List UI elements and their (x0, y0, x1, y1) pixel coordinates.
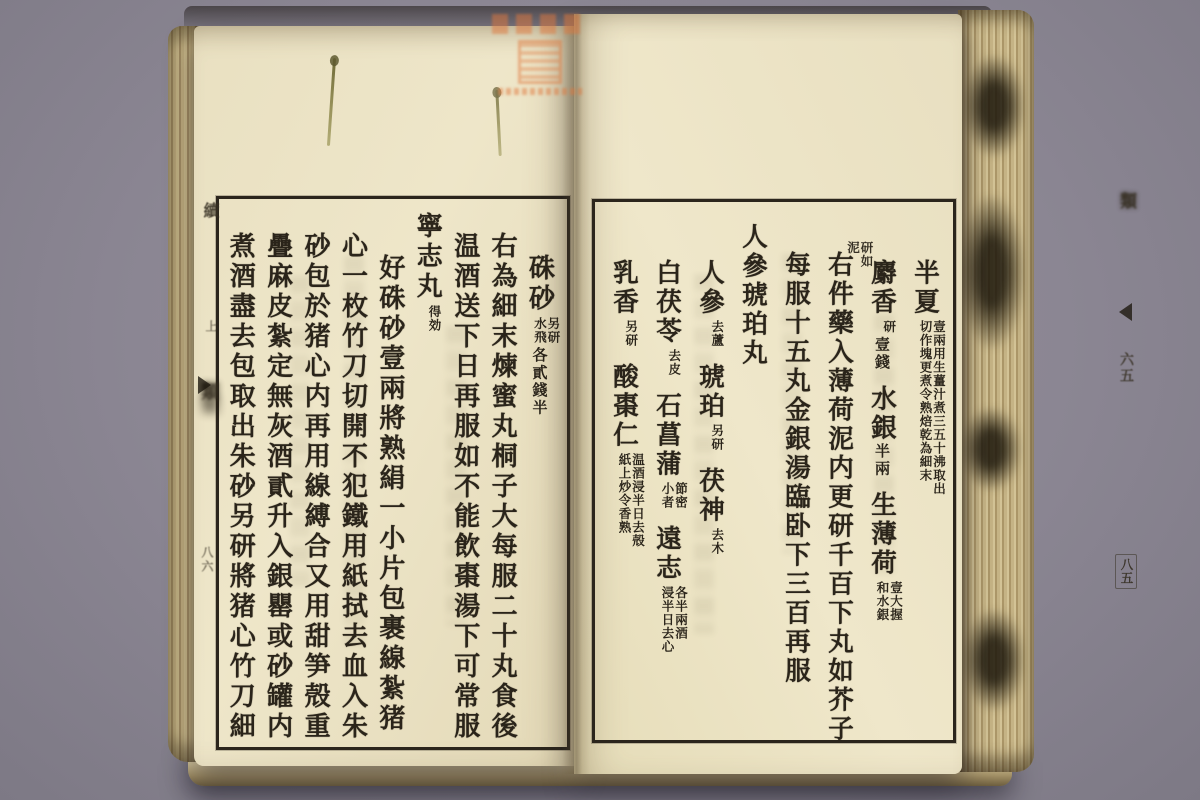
annotation-line: 另研 (623, 320, 639, 347)
ingredient-entry (688, 467, 731, 558)
inline-small-annotation (661, 586, 688, 654)
watermark-glyph-row (492, 14, 588, 34)
inline-small-annotation (876, 581, 903, 622)
column-text: 每服十五丸金銀湯臨卧下三百再服 (781, 251, 811, 686)
column-text: 温酒送下日再服如不能飲棗湯下可常服 (449, 232, 480, 742)
ingredient-name: 琥珀 (695, 363, 725, 421)
ingredient-name: 乳香 (609, 259, 639, 317)
text-column (688, 209, 731, 733)
inline-small-annotation (661, 482, 688, 509)
ingredient-entry (602, 259, 645, 350)
column-text: 好硃砂壹兩將熟絹一小片包裹線紮猪 (374, 254, 405, 734)
ingredient-name: 白茯苓 (652, 259, 682, 346)
column-text: 心一枚竹刀切開不犯鐵用紙拭去血入朱 (337, 232, 368, 742)
annotation-line: 温酒浸半日去殻 (630, 453, 646, 548)
ingredient-entry (860, 491, 903, 625)
ingredient-entry (860, 259, 903, 372)
inline-small-annotation (710, 320, 724, 347)
recipe-title-column (408, 206, 445, 740)
text-column (333, 206, 370, 740)
ingredient-name: 生薄荷 (867, 490, 897, 578)
left-page-text-block (226, 206, 560, 740)
column-text: 右件藥入薄荷泥内更研千百下丸如芥子 (824, 251, 854, 744)
ink-smudge (964, 610, 1024, 710)
folio-mark: 六五 (1118, 352, 1134, 384)
annotation-line: 切作塊更煮令熟焙乾為細末 (918, 320, 933, 482)
annotation-line: 和水銀 (875, 580, 890, 621)
watermark-seal (518, 40, 562, 84)
recipe-title-column (731, 209, 774, 733)
text-column (296, 206, 333, 740)
inline-small-annotation (667, 349, 681, 376)
folio-mark: 類 (1116, 192, 1136, 211)
ingredient-name: 水銀 (867, 384, 897, 443)
inline-small-annotation (710, 424, 724, 451)
text-column (520, 206, 560, 740)
ingredient-entry (645, 259, 688, 379)
folio-mark: 續 (201, 202, 220, 220)
annotation-line: 壹大握 (888, 580, 904, 621)
fold-notch (1119, 303, 1132, 321)
annotation-line: 另研 (546, 317, 561, 344)
text-column (483, 206, 520, 740)
inline-small-annotation (624, 320, 638, 347)
inline-small-annotation (428, 305, 442, 332)
text-column (774, 209, 817, 733)
annotation-line: 壹兩用生薑汁煮三五十沸取出 (931, 320, 947, 496)
annotation-line: 浸半日去心 (660, 586, 675, 654)
recipe-title: 寧志丸 (412, 212, 443, 302)
book-gutter-shadow (562, 14, 590, 774)
folio-mark: 類 (198, 382, 219, 402)
annotation-line: 水飛 (532, 317, 548, 344)
inline-small-annotation (533, 317, 560, 344)
folio-mark: 上 (204, 320, 218, 334)
text-column (845, 209, 904, 733)
text-column (903, 209, 946, 733)
ingredient-name: 硃砂 (524, 254, 555, 314)
text-column (445, 206, 482, 740)
annotation-line: 去皮 (666, 349, 682, 376)
ingredient-entry (520, 254, 560, 417)
ingredient-amount: 各貳錢半 (530, 347, 549, 417)
column-text: 煮酒盡去包取出朱砂另研將猪心竹刀細 (225, 232, 256, 742)
ingredient-name: 麝香 (867, 259, 897, 317)
ink-smudge (962, 408, 1020, 490)
ingredient-name: 茯神 (695, 467, 725, 525)
inline-small-annotation (710, 528, 724, 555)
annotation-line: 節密 (673, 482, 689, 509)
annotation-line: 泥 (845, 241, 861, 255)
ingredient-name: 人參 (695, 259, 725, 317)
inline-small-annotation (882, 320, 896, 334)
annotation-line: 得効 (427, 305, 443, 332)
annotation-line: 各半兩酒 (673, 586, 689, 640)
digitization-watermark (485, 14, 595, 116)
ingredient-name: 遠志 (652, 525, 682, 583)
right-fore-edge-stack (958, 10, 1034, 772)
ingredient-entry (860, 385, 903, 478)
ink-smudge (960, 196, 1024, 348)
annotation-line: 紙上炒令香熟 (617, 453, 632, 534)
text-column (645, 209, 688, 733)
right-page (574, 14, 1136, 774)
annotation-line: 小者 (660, 482, 675, 509)
folio-mark: 八五 (1115, 554, 1137, 589)
ingredient-entry (688, 363, 731, 454)
inline-small-annotation (919, 320, 946, 496)
text-column (602, 209, 645, 733)
annotation-line: 去蘆 (709, 320, 725, 347)
ingredient-entry (688, 259, 731, 350)
ingredient-entry (645, 392, 688, 512)
text-column (370, 206, 407, 740)
ink-smudge (964, 56, 1024, 156)
ingredient-name: 半夏 (910, 259, 940, 317)
folio-mark: 八六 (200, 546, 214, 574)
text-column (258, 206, 295, 740)
inline-small-annotation (618, 453, 645, 548)
annotation-line: 研 (881, 320, 897, 334)
ingredient-entry (602, 363, 645, 551)
text-column (221, 206, 258, 740)
ingredient-entry (645, 525, 688, 657)
ingredient-name: 酸棗仁 (609, 363, 639, 450)
ingredient-name: 石菖蒲 (652, 392, 682, 479)
left-text-frame (216, 196, 570, 750)
left-page (194, 26, 576, 766)
recipe-title: 人參琥珀丸 (738, 223, 768, 368)
ingredient-entry (903, 259, 946, 499)
text-column (817, 209, 860, 744)
fold-notch (198, 376, 211, 394)
annotation-line: 去木 (709, 528, 725, 555)
right-page-text-block (602, 209, 947, 744)
right-text-frame (592, 199, 956, 743)
column-text: 右為細末煉蜜丸桐子大每服二十丸食後 (487, 232, 518, 742)
ingredient-amount: 壹錢 (873, 336, 891, 372)
book (168, 6, 1136, 790)
watermark-caption-line (498, 88, 582, 95)
ingredient-amount: 半兩 (873, 442, 891, 478)
annotation-line: 另研 (709, 424, 725, 451)
column-text: 砂包於猪心内再用線縛合又用甜笋殻重 (300, 232, 331, 742)
column-text: 疊麻皮紮定無灰酒貳升入銀罌或砂罐内 (262, 232, 293, 742)
annotation-line: 研如 (859, 241, 874, 268)
